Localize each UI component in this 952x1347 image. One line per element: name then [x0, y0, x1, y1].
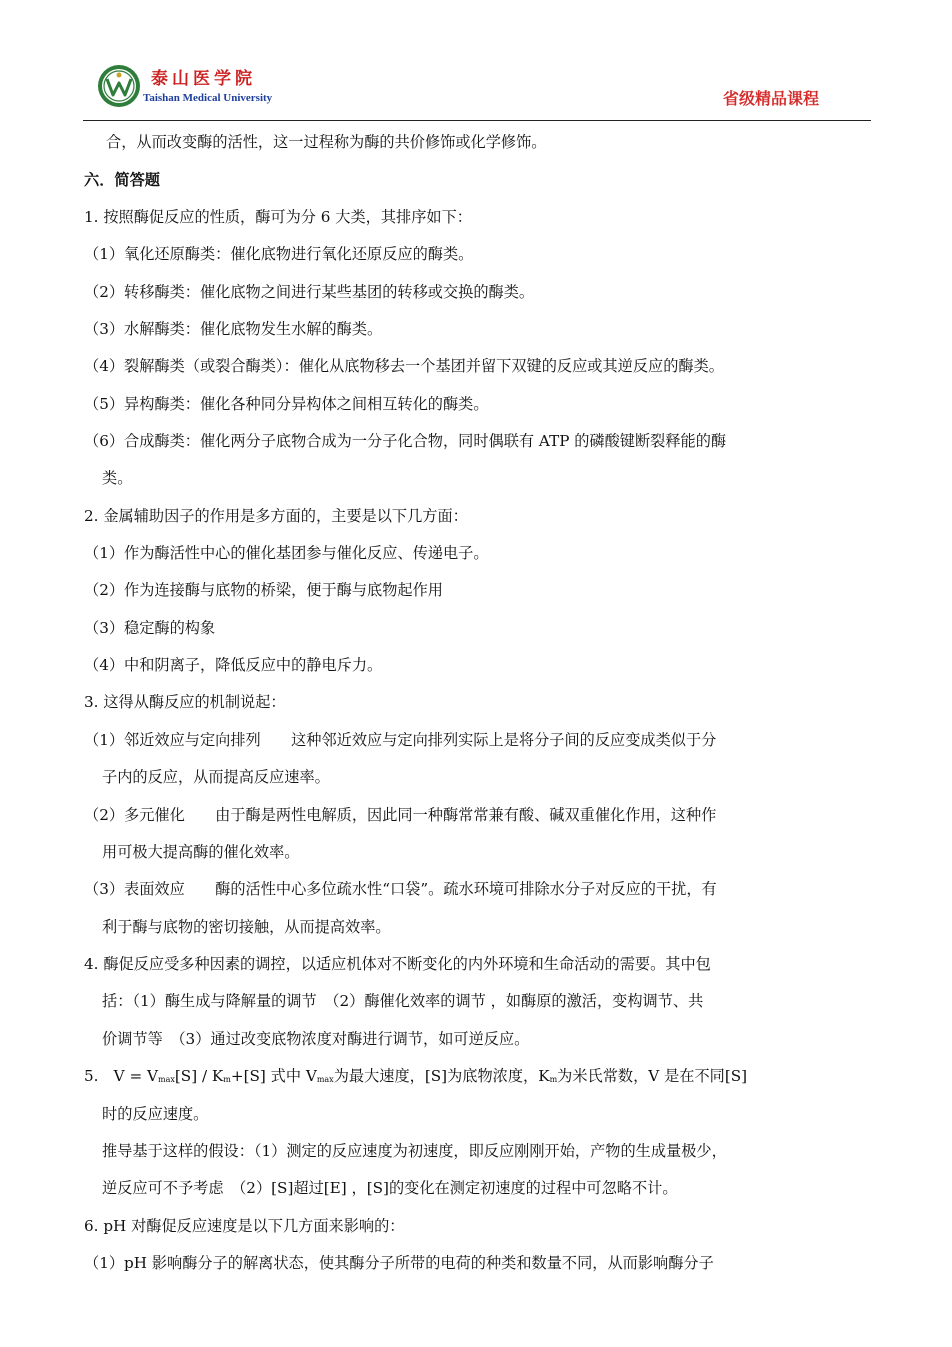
university-logo-icon: [97, 64, 141, 108]
text-line: （1）pH 影响酶分子的解离状态，使其酶分子所带的电荷的种类和数量不同，从而影响酶分子: [84, 1254, 714, 1272]
section-heading: 六．简答题: [84, 171, 160, 189]
text-line: 利于酶与底物的密切接触，从而提高效率。: [102, 918, 391, 936]
text-line: 推导基于这样的假设：（1）测定的反应速度为初速度，即反应刚刚开始，产物的生成量极少，: [102, 1142, 727, 1160]
formula-part: [S] / K: [174, 1067, 224, 1085]
text-line: 合，从而改变酶的活性，这一过程称为酶的共价修饰或化学修饰。: [106, 133, 547, 151]
text-line: 括：（1）酶生成与降解量的调节 （2）酶催化效率的调节 ，如酶原的激活，变构调节、共: [102, 992, 704, 1010]
text-line: （2）转移酶类：催化底物之间进行某些基团的转移或交换的酶类。: [84, 283, 535, 301]
text-line: （4）中和阴离子，降低反应中的静电斥力。: [84, 656, 383, 674]
subscript: m: [549, 1075, 558, 1084]
text-line: （5）异构酶类：催化各种同分异构体之间相互转化的酶类。: [84, 395, 489, 413]
formula-part: 5. V = V: [84, 1067, 158, 1085]
text-line: （6）合成酶类：催化两分子底物合成为一分子化合物，同时偶联有 ATP 的磷酸键断裂释能的酶: [84, 432, 727, 450]
question-5-formula: [84, 1066, 747, 1090]
text-line: （4）裂解酶类（或裂合酶类）：催化从底物移去一个基团并留下双键的反应或其逆反应的酶类。: [84, 357, 724, 375]
text-line: 类。: [102, 469, 133, 487]
formula-part: 为最大速度，[S]为底物浓度，K: [333, 1067, 550, 1085]
formula-part: +[S] 式中 V: [230, 1067, 317, 1085]
text-line: （3）稳定酶的构象: [84, 619, 216, 637]
text-line: （2）多元催化 由于酶是两性电解质，因此同一种酶常常兼有酸、碱双重催化作用，这种作: [84, 806, 717, 824]
text-line: 价调节等 （3）通过改变底物浓度对酶进行调节，如可逆反应。: [102, 1030, 530, 1048]
course-label: 省级精品课程: [722, 89, 819, 108]
question-1: 1. 按照酶促反应的性质，酶可为分 6 大类，其排序如下：: [84, 208, 472, 226]
question-2: 2. 金属辅助因子的作用是多方面的，主要是以下几方面：: [84, 507, 468, 525]
text-line: （1）氧化还原酶类：催化底物进行氧化还原反应的酶类。: [84, 245, 474, 263]
school-name-en: Taishan Medical University: [143, 92, 273, 104]
text-line: （2）作为连接酶与底物的桥梁，便于酶与底物起作用: [84, 581, 443, 599]
text-line: 用可极大提高酶的催化效率。: [102, 843, 300, 861]
formula-part: 为米氏常数，V 是在不同[S]: [557, 1067, 748, 1085]
text-line: （1）作为酶活性中心的催化基团参与催化反应、传递电子。: [84, 544, 489, 562]
subscript: max: [158, 1075, 175, 1084]
school-name-cn: 泰山医学院: [151, 69, 256, 89]
question-6: 6. pH 对酶促反应速度是以下几方面来影响的：: [84, 1217, 405, 1235]
text-line: 时的反应速度。: [102, 1105, 209, 1123]
text-line: 子内的反应，从而提高反应速率。: [102, 768, 330, 786]
subscript: max: [316, 1075, 334, 1084]
question-3: 3. 这得从酶反应的机制说起：: [84, 693, 286, 711]
subscript: m: [223, 1075, 231, 1084]
text-line: （3）水解酶类：催化底物发生水解的酶类。: [84, 320, 383, 338]
text-line: （1）邻近效应与定向排列 这种邻近效应与定向排列实际上是将分子间的反应变成类似于分: [84, 731, 717, 749]
header-divider: [83, 120, 871, 121]
text-line: 逆反应可不予考虑 （2）[S]超过[E] ，[S]的变化在测定初速度的过程中可忽略不计。: [102, 1179, 678, 1197]
text-line: （3）表面效应 酶的活性中心多位疏水性“口袋”。疏水环境可排除水分子对反应的干扰，有: [84, 880, 717, 898]
question-4: 4. 酶促反应受多种因素的调控，以适应机体对不断变化的内外环境和生命活动的需要。其中包: [84, 955, 711, 973]
page-header: [0, 0, 952, 124]
